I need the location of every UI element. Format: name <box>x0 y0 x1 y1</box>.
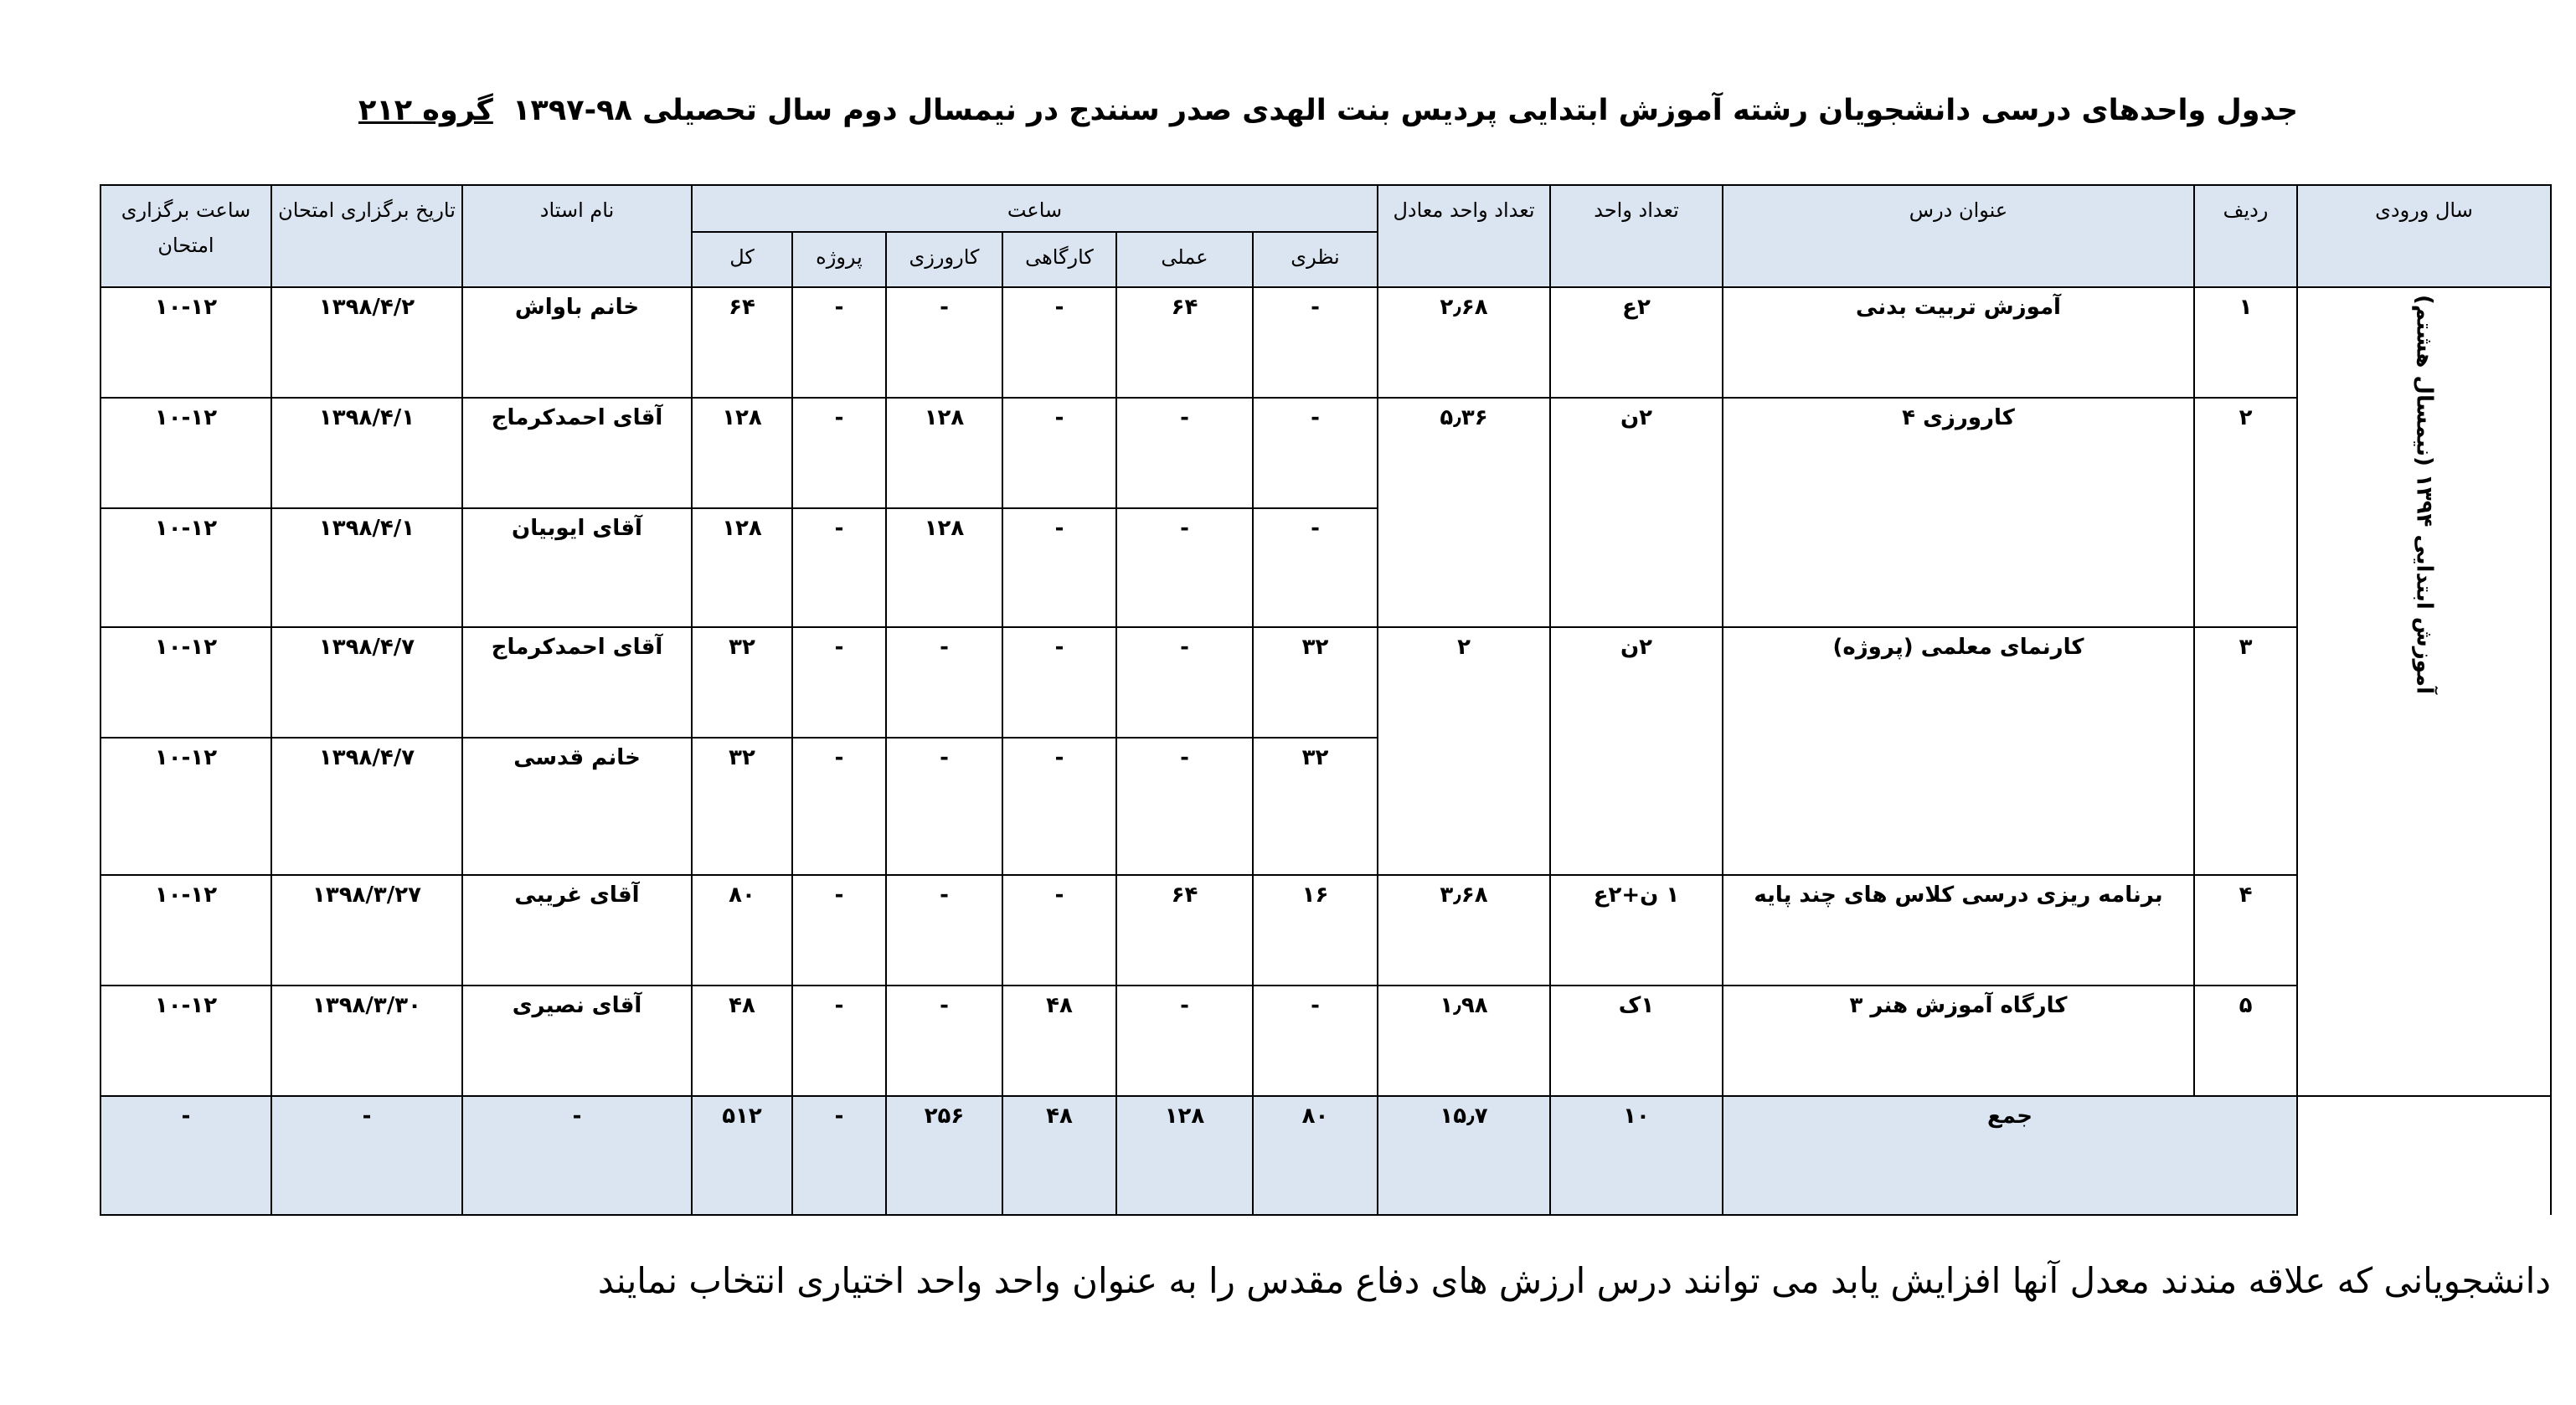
sum-equiv-units: ۱۵٫۷ <box>1378 1096 1550 1215</box>
sum-project: - <box>792 1096 886 1215</box>
practical-hours: ۶۴ <box>1116 875 1253 986</box>
units: ۲ن <box>1550 398 1723 627</box>
instructor: آقای احمدکرماج <box>462 398 692 508</box>
total-hours: ۴۸ <box>692 986 792 1096</box>
row-number: ۱ <box>2194 287 2297 398</box>
total-hours: ۶۴ <box>692 287 792 398</box>
total-hours: ۸۰ <box>692 875 792 986</box>
sum-internship: ۲۵۶ <box>886 1096 1002 1215</box>
row-number: ۲ <box>2194 398 2297 627</box>
project-hours: - <box>792 398 886 508</box>
exam-time: ۱۰-۱۲ <box>100 508 271 627</box>
theory-hours: - <box>1253 398 1378 508</box>
units: ۲ن <box>1550 627 1723 875</box>
project-hours: - <box>792 738 886 875</box>
exam-time: ۱۰-۱۲ <box>100 875 271 986</box>
header-workshop: کارگاهی <box>1002 232 1116 287</box>
workshop-hours: - <box>1002 398 1116 508</box>
exam-time: ۱۰-۱۲ <box>100 627 271 738</box>
workshop-hours: ۴۸ <box>1002 986 1116 1096</box>
header-internship: کارورزی <box>886 232 1002 287</box>
sum-row <box>100 1096 2551 1215</box>
header-exam-time: ساعت برگزاری امتحان <box>100 185 271 287</box>
instructor: آقای غریبی <box>462 875 692 986</box>
row-number: ۴ <box>2194 875 2297 986</box>
group-label: گروه ۲۱۲ <box>358 94 493 127</box>
instructor: آقای نصیری <box>462 986 692 1096</box>
table-row <box>100 398 2551 508</box>
exam-time: ۱۰-۱۲ <box>100 398 271 508</box>
table-row <box>100 875 2551 986</box>
header-theory: نظری <box>1253 232 1378 287</box>
course-title: کارنمای معلمی (پروژه) <box>1723 627 2194 875</box>
theory-hours: - <box>1253 986 1378 1096</box>
theory-hours: - <box>1253 287 1378 398</box>
instructor: خانم قدسی <box>462 738 692 875</box>
total-hours: ۱۲۸ <box>692 508 792 627</box>
course-title: کارورزی ۴ <box>1723 398 2194 627</box>
instructor: آقای ایوبیان <box>462 508 692 627</box>
header-entry-year: سال ورودی <box>2297 185 2551 287</box>
header-exam-date: تاریخ برگزاری امتحان <box>271 185 462 287</box>
exam-date: ۱۳۹۸/۴/۱ <box>271 508 462 627</box>
header-equiv-units: تعداد واحد معادل <box>1378 185 1550 287</box>
project-hours: - <box>792 986 886 1096</box>
row-number: ۳ <box>2194 627 2297 875</box>
workshop-hours: - <box>1002 287 1116 398</box>
exam-date: ۱۳۹۸/۴/۷ <box>271 738 462 875</box>
sum-theory: ۸۰ <box>1253 1096 1378 1215</box>
exam-date: ۱۳۹۸/۳/۲۷ <box>271 875 462 986</box>
entry-year-cell <box>2297 287 2551 1096</box>
sum-instructor: - <box>462 1096 692 1215</box>
sum-practical: ۱۲۸ <box>1116 1096 1253 1215</box>
instructor: آقای احمدکرماج <box>462 627 692 738</box>
header-hours: ساعت <box>692 185 1378 232</box>
header-course-title: عنوان درس <box>1723 185 2194 287</box>
total-hours: ۱۲۸ <box>692 398 792 508</box>
theory-hours: ۱۶ <box>1253 875 1378 986</box>
internship-hours: - <box>886 287 1002 398</box>
project-hours: - <box>792 508 886 627</box>
exam-date: ۱۳۹۸/۴/۲ <box>271 287 462 398</box>
row-number: ۵ <box>2194 986 2297 1096</box>
sum-units: ۱۰ <box>1550 1096 1723 1215</box>
internship-hours: ۱۲۸ <box>886 508 1002 627</box>
theory-hours: ۳۲ <box>1253 738 1378 875</box>
equiv-units: ۳٫۶۸ <box>1378 875 1550 986</box>
table-row <box>100 287 2551 398</box>
course-title: کارگاه آموزش هنر ۳ <box>1723 986 2194 1096</box>
practical-hours: ۶۴ <box>1116 287 1253 398</box>
practical-hours: - <box>1116 738 1253 875</box>
exam-time: ۱۰-۱۲ <box>100 986 271 1096</box>
internship-hours: - <box>886 986 1002 1096</box>
practical-hours: - <box>1116 398 1253 508</box>
theory-hours: - <box>1253 508 1378 627</box>
internship-hours: ۱۲۸ <box>886 398 1002 508</box>
course-title: آموزش تربیت بدنی <box>1723 287 2194 398</box>
equiv-units: ۵٫۳۶ <box>1378 398 1550 627</box>
internship-hours: - <box>886 738 1002 875</box>
sum-exam-date: - <box>271 1096 462 1215</box>
equiv-units: ۱٫۹۸ <box>1378 986 1550 1096</box>
units: ۱ک <box>1550 986 1723 1096</box>
internship-hours: - <box>886 875 1002 986</box>
header-row: ردیف <box>2194 185 2297 287</box>
units: ۲ع <box>1550 287 1723 398</box>
sum-exam-time: - <box>100 1096 271 1215</box>
exam-date: ۱۳۹۸/۴/۷ <box>271 627 462 738</box>
total-hours: ۳۲ <box>692 738 792 875</box>
practical-hours: - <box>1116 627 1253 738</box>
sum-spacer <box>2297 1096 2551 1215</box>
project-hours: - <box>792 287 886 398</box>
total-hours: ۳۲ <box>692 627 792 738</box>
theory-hours: ۳۲ <box>1253 627 1378 738</box>
equiv-units: ۲٫۶۸ <box>1378 287 1550 398</box>
equiv-units: ۲ <box>1378 627 1550 875</box>
instructor: خانم باواش <box>462 287 692 398</box>
header-units: تعداد واحد <box>1550 185 1723 287</box>
sum-total: ۵۱۲ <box>692 1096 792 1215</box>
exam-date: ۱۳۹۸/۴/۱ <box>271 398 462 508</box>
project-hours: - <box>792 627 886 738</box>
header-practical: عملی <box>1116 232 1253 287</box>
table-row <box>100 986 2551 1096</box>
sum-label: جمع <box>1723 1096 2297 1215</box>
courses-table <box>100 184 2552 1216</box>
practical-hours: - <box>1116 986 1253 1096</box>
workshop-hours: - <box>1002 875 1116 986</box>
entry-year-value: آموزش ابتدایی ۱۳۹۴ (نیمسال هشتم) <box>2411 295 2437 694</box>
header-project: پروژه <box>792 232 886 287</box>
header-instructor: نام استاد <box>462 185 692 287</box>
sum-workshop: ۴۸ <box>1002 1096 1116 1215</box>
project-hours: - <box>792 875 886 986</box>
units: ۱ ن+۲ع <box>1550 875 1723 986</box>
page-title: جدول واحدهای درسی دانشجویان رشته آموزش ابتدایی پردیس بنت الهدی صدر سنندج در نیمسال دوم سال تحصیلی ۹۸-۱۳۹۷ <box>513 94 2298 127</box>
workshop-hours: - <box>1002 508 1116 627</box>
footer-note: دانشجویانی که علاقه مندند معدل آنها افزایش یابد می توانند درس ارزش های دفاع مقدس را به عنوان واحد واحد اختیاری انتخاب نمایند <box>597 1260 2551 1301</box>
course-title: برنامه ریزی درسی کلاس های چند پایه <box>1723 875 2194 986</box>
exam-time: ۱۰-۱۲ <box>100 738 271 875</box>
exam-date: ۱۳۹۸/۳/۳۰ <box>271 986 462 1096</box>
workshop-hours: - <box>1002 627 1116 738</box>
practical-hours: - <box>1116 508 1253 627</box>
internship-hours: - <box>886 627 1002 738</box>
header-total: کل <box>692 232 792 287</box>
workshop-hours: - <box>1002 738 1116 875</box>
table-row <box>100 627 2551 738</box>
exam-time: ۱۰-۱۲ <box>100 287 271 398</box>
title-row <box>0 94 2576 144</box>
